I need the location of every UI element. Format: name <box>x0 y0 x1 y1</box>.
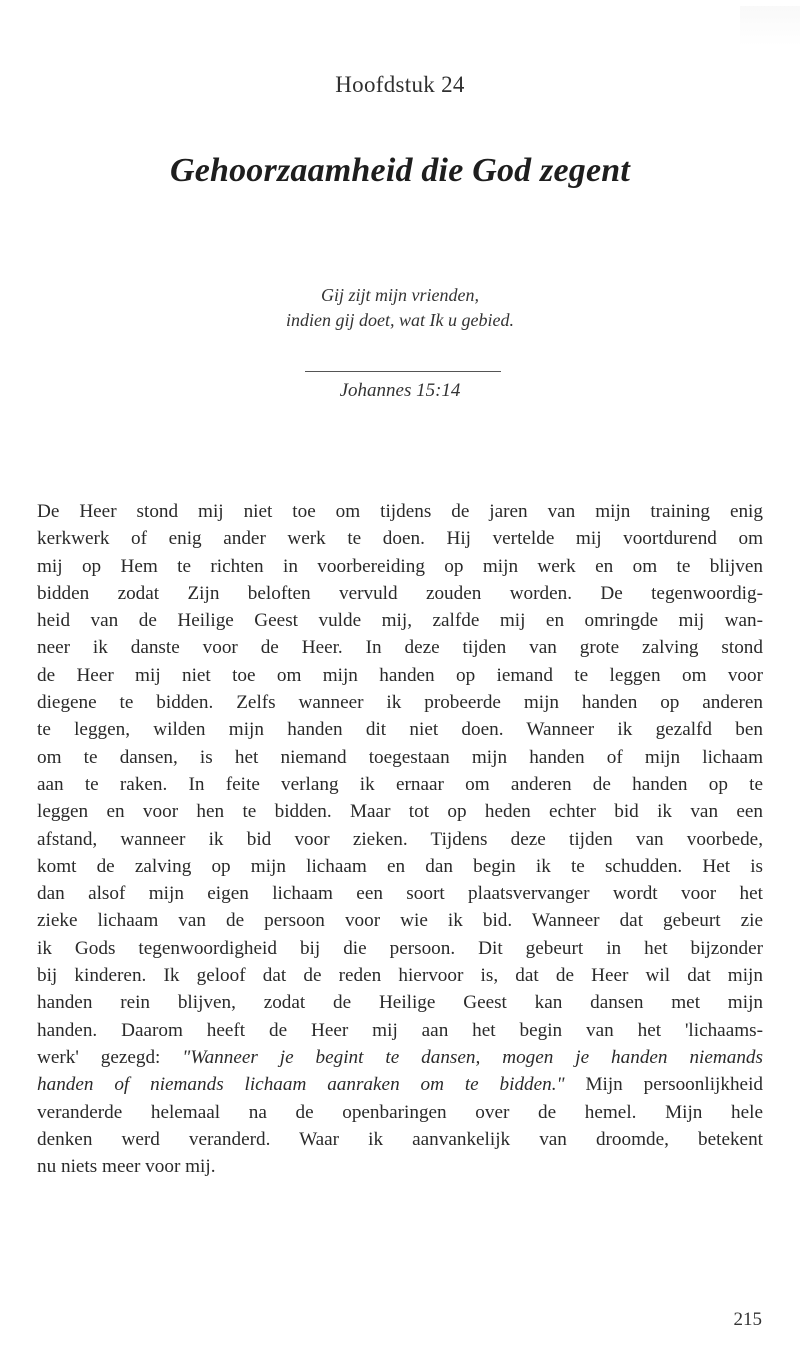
body-line: afstand, wanneer ik bid voor zieken. Tijdens deze tijden van voorbede, <box>37 828 763 850</box>
body-line: bij kinderen. Ik geloof dat de reden hiervoor is, dat de Heer wil dat mijn <box>37 965 763 987</box>
body-line-with-quote <box>37 1044 763 1071</box>
body-line: veranderde helemaal na de openbaringen over de hemel. Mijn hele <box>37 1101 763 1123</box>
chapter-title: Gehoorzaamheid die God zegent <box>169 152 631 189</box>
body-line: heid van de Heilige Geest vulde mij, zalfde mij en omringde mij wan- <box>37 610 763 632</box>
epigraph-line: Gij zijt mijn vrienden, <box>321 285 479 305</box>
body-line: dan alsof mijn eigen lichaam een soort plaatsvervanger wordt voor het <box>37 883 763 905</box>
body-paragraph <box>37 498 763 1180</box>
body-line: om te dansen, is het niemand toegestaan mijn handen of mijn lichaam <box>37 746 763 768</box>
body-line: de Heer mij niet toe om mijn handen op iemand te leggen om voor <box>37 664 763 686</box>
body-line: handen. Daarom heeft de Heer mij aan het begin van het 'lichaams- <box>37 1019 763 1041</box>
body-line: te leggen, wilden mijn handen dit niet doen. Wanneer ik gezalfd ben <box>37 719 763 741</box>
body-line: ik Gods tegenwoordigheid bij die persoon. Dit gebeurt in het bijzonder <box>37 937 763 959</box>
body-line-with-quote <box>37 1071 763 1098</box>
epigraph <box>0 283 800 333</box>
epigraph-line: indien gij doet, wat Ik u gebied. <box>286 310 514 330</box>
body-line: komt de zalving op mijn lichaam en dan begin ik te schudden. Het is <box>37 855 763 877</box>
body-line: denken werd veranderd. Waar ik aanvankelijk van droomde, betekent <box>37 1128 763 1150</box>
chapter-label: Hoofdstuk 24 <box>335 72 465 97</box>
body-line: handen rein blijven, zodat de Heilige Geest kan dansen met mijn <box>37 992 763 1014</box>
body-line: aan te raken. In feite verlang ik ernaar om anderen de handen op te <box>37 773 763 795</box>
body-text-fragment: werk' gezegd: <box>37 1046 183 1068</box>
page-number: 215 <box>733 1309 762 1330</box>
body-text-fragment: Mijn persoonlijkheid <box>564 1074 763 1096</box>
body-line: zieke lichaam van de persoon voor wie ik bid. Wanneer dat gebeurt zie <box>37 910 763 932</box>
body-line: neer ik danste voor de Heer. In deze tijden van grote zalving stond <box>37 637 763 659</box>
body-line: mij op Hem te richten in voorbereiding op mijn werk en om te blijven <box>37 555 763 577</box>
body-line: leggen en voor hen te bidden. Maar tot op heden echter bid ik van een <box>37 801 763 823</box>
body-line: bidden zodat Zijn beloften vervuld zouden worden. De tegenwoordig- <box>37 582 763 604</box>
quote-text: "Wanneer je begint te dansen, mogen je handen niemands <box>182 1046 763 1068</box>
body-line: kerkwerk of enig ander werk te doen. Hij vertelde mij voortdurend om <box>37 528 763 550</box>
body-line: nu niets meer voor mij. <box>37 1156 216 1178</box>
body-line: diegene te bidden. Zelfs wanneer ik probeerde mijn handen op anderen <box>37 692 763 714</box>
body-line: De Heer stond mij niet toe om tijdens de jaren van mijn training enig <box>37 501 763 522</box>
scan-smudge <box>740 6 800 46</box>
epigraph-reference: Johannes 15:14 <box>339 380 461 401</box>
quote-text: handen of niemands lichaam aanraken om te bidden." <box>37 1074 565 1096</box>
epigraph-divider <box>305 371 501 372</box>
